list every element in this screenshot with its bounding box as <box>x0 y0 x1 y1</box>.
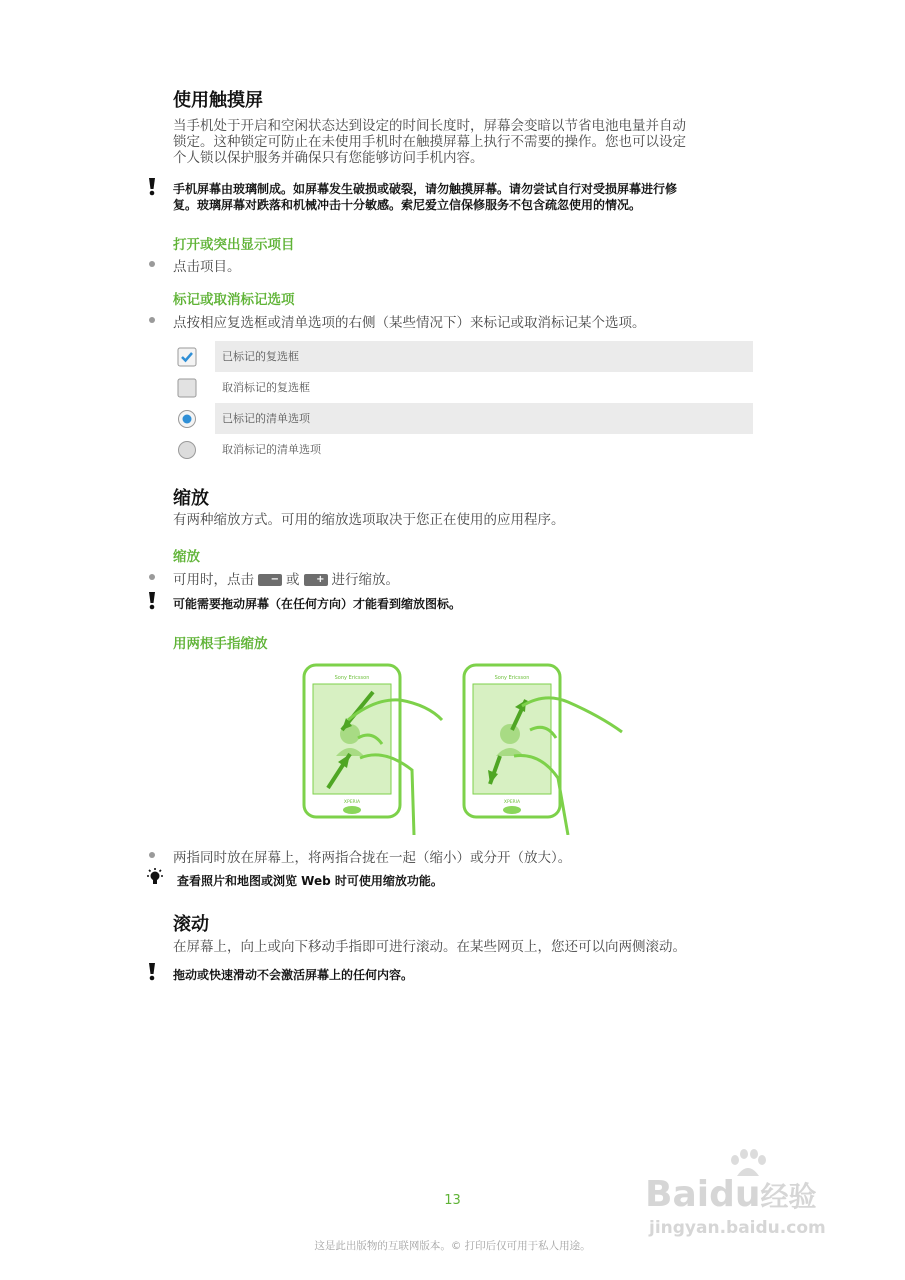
zoom-bullet-or: 或 <box>286 572 300 588</box>
watermark-brand: du <box>709 1174 761 1215</box>
page-number: 13 <box>444 1193 461 1208</box>
phone-pinch-in <box>304 665 442 835</box>
radio-unselected-icon <box>177 440 197 460</box>
open-item-text: 点击项目。 <box>173 259 241 275</box>
pinch-bullet: 两指同时放在屏幕上，将两指合拢在一起（缩小）或分开（放大）。 <box>173 850 572 866</box>
section-title-scroll: 滚动 <box>173 914 209 935</box>
checkbox-checked-icon <box>177 347 197 367</box>
zoom-in-glyph: + <box>316 574 325 585</box>
phone-model: XPERIA <box>343 800 361 805</box>
touch-intro-line: 个人锁以保护服务并确保只有您能够访问手机内容。 <box>173 150 484 166</box>
touch-intro-line: 锁定。这种锁定可防止在未使用手机时在触摸屏幕上执行不需要的操作。您也可以设定 <box>173 134 686 150</box>
warning-icon <box>147 592 157 610</box>
footer-note: 这是此出版物的互联网版本。© 打印后仅可用于私人用途。 <box>314 1240 591 1252</box>
touch-warning <box>173 181 758 213</box>
touch-intro-line: 当手机处于开启和空闲状态达到设定的时间长度时，屏幕会变暗以节省电池电量并自动 <box>173 118 686 134</box>
option-label: 已标记的复选框 <box>222 350 299 363</box>
option-label: 取消标记的复选框 <box>222 381 310 394</box>
phone-brand: Sony Ericsson <box>334 675 370 681</box>
zoom-bullet-text: 进行缩放。 <box>331 572 399 588</box>
radio-selected-icon <box>177 409 197 429</box>
pinch-heading: 用两根手指缩放 <box>173 636 268 652</box>
checkbox-unchecked-icon <box>177 378 197 398</box>
zoom-intro: 有两种缩放方式。可用的缩放选项取决于您正在使用的应用程序。 <box>173 512 565 528</box>
phone-pinch-out <box>464 665 622 835</box>
zoom-in-icon <box>304 574 328 586</box>
section-title-zoom: 缩放 <box>173 488 209 509</box>
open-item-heading: 打开或突出显示项目 <box>173 237 295 253</box>
watermark-brand: Bai <box>645 1174 710 1215</box>
zoom-bullet <box>173 568 399 588</box>
mark-option-heading: 标记或取消标记选项 <box>173 292 295 308</box>
scroll-intro: 在屏幕上，向上或向下移动手指即可进行滚动。在某些网页上，您还可以向两侧滚动。 <box>173 939 686 955</box>
zoom-warning: 可能需要拖动屏幕（在任何方向）才能看到缩放图标。 <box>173 597 462 611</box>
zoom-out-icon <box>258 574 282 586</box>
warning-icon <box>147 963 157 981</box>
pinch-zoom-illustration <box>300 660 630 835</box>
touch-warning-line: 手机屏幕由玻璃制成。如屏幕发生破损或破裂，请勿触摸屏幕。请勿尝试自行对受损屏幕进行修 <box>173 182 678 196</box>
zoom-tip: 查看照片和地图或浏览 Web 时可使用缩放功能。 <box>177 874 443 888</box>
touch-warning-line: 复。玻璃屏幕对跌落和机械冲击十分敏感。索尼爱立信保修服务不包含疏忽使用的情况。 <box>173 198 642 212</box>
zoom-bullet-text: 可用时，点击 <box>173 572 254 588</box>
phone-model: XPERIA <box>503 800 521 805</box>
bullet-dot <box>149 317 155 323</box>
option-label: 取消标记的清单选项 <box>222 443 321 456</box>
option-label: 已标记的清单选项 <box>222 412 310 425</box>
mark-option-text: 点按相应复选框或清单选项的右侧（某些情况下）来标记或取消标记某个选项。 <box>173 315 646 331</box>
bullet-dot <box>149 574 155 580</box>
section-title-touch: 使用触摸屏 <box>173 90 263 111</box>
watermark-brand: 经验 <box>760 1180 817 1213</box>
bullet-dot <box>149 261 155 267</box>
baidu-jingyan-watermark <box>645 1148 845 1248</box>
warning-icon <box>147 178 157 196</box>
zoom-out-glyph: − <box>270 574 279 585</box>
tip-icon <box>144 867 166 887</box>
watermark-url: jingyan.baidu.com <box>649 1218 826 1238</box>
bullet-dot <box>149 852 155 858</box>
touch-intro <box>173 118 758 166</box>
scroll-warning: 拖动或快速滑动不会激活屏幕上的任何内容。 <box>173 968 414 982</box>
watermark-logo <box>645 1174 817 1215</box>
zoom-sub-heading: 缩放 <box>173 549 200 565</box>
phone-brand: Sony Ericsson <box>494 675 530 681</box>
